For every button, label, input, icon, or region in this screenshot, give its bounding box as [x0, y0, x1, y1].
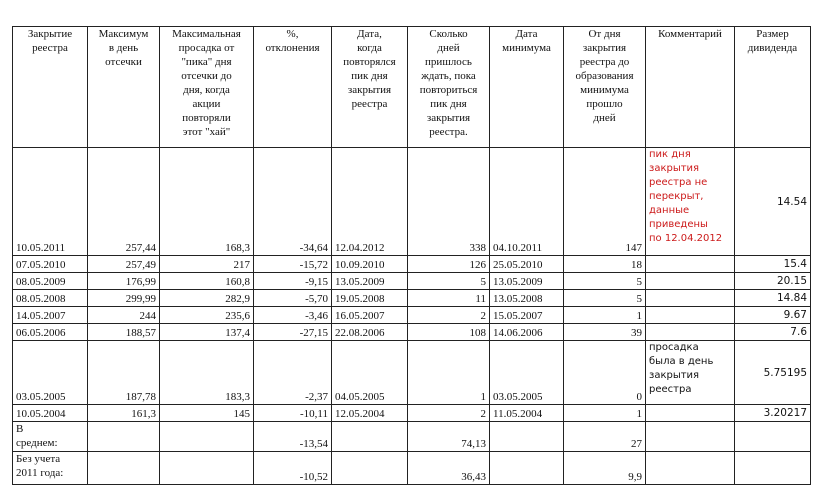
cell-min-date: 13.05.2008 [490, 290, 564, 307]
header-row [13, 27, 811, 148]
summary-days: 27 [564, 422, 646, 452]
cell-drawdown: 217 [160, 256, 254, 273]
cell-close-date: 03.05.2005 [13, 341, 88, 405]
cell-dividend: 9.67 [735, 307, 811, 324]
cell-max: 161,3 [88, 405, 160, 422]
cell-empty [735, 452, 811, 485]
cell-comment: просадка была в день закрытия реестра [646, 341, 735, 405]
cell-repeat-date: 04.05.2005 [332, 341, 408, 405]
cell-close-date: 14.05.2007 [13, 307, 88, 324]
cell-min-date: 25.05.2010 [490, 256, 564, 273]
cell-min-date: 11.05.2004 [490, 405, 564, 422]
cell-repeat-date: 12.04.2012 [332, 148, 408, 256]
cell-min-date: 14.06.2006 [490, 324, 564, 341]
cell-pct: -10,11 [254, 405, 332, 422]
cell-empty [332, 422, 408, 452]
cell-repeat-date: 10.09.2010 [332, 256, 408, 273]
cell-comment [646, 290, 735, 307]
table-row [13, 273, 811, 290]
cell-days: 0 [564, 341, 646, 405]
header-max-drawdown: Максимальная просадка от "пика" дня отсечки до дня, когда акции повторяли этот "хай" [160, 27, 254, 148]
cell-max: 176,99 [88, 273, 160, 290]
cell-wait: 2 [408, 405, 490, 422]
cell-max: 257,49 [88, 256, 160, 273]
cell-wait: 5 [408, 273, 490, 290]
summary-days: 9,9 [564, 452, 646, 485]
cell-repeat-date: 12.05.2004 [332, 405, 408, 422]
cell-days: 147 [564, 148, 646, 256]
cell-wait: 108 [408, 324, 490, 341]
cell-wait: 1 [408, 341, 490, 405]
cell-days: 5 [564, 273, 646, 290]
cell-pct: -34,64 [254, 148, 332, 256]
cell-empty [160, 422, 254, 452]
cell-min-date: 04.10.2011 [490, 148, 564, 256]
cell-min-date: 03.05.2005 [490, 341, 564, 405]
cell-close-date: 10.05.2004 [13, 405, 88, 422]
table-row [13, 290, 811, 307]
cell-max: 187,78 [88, 341, 160, 405]
cell-empty [490, 452, 564, 485]
cell-pct: -3,46 [254, 307, 332, 324]
summary-pct: -13,54 [254, 422, 332, 452]
cell-days: 1 [564, 307, 646, 324]
cell-drawdown: 160,8 [160, 273, 254, 290]
cell-empty [332, 452, 408, 485]
cell-drawdown: 183,3 [160, 341, 254, 405]
cell-comment [646, 324, 735, 341]
cell-close-date: 08.05.2008 [13, 290, 88, 307]
cell-pct: -5,70 [254, 290, 332, 307]
cell-comment [646, 273, 735, 290]
cell-wait: 11 [408, 290, 490, 307]
cell-empty [735, 422, 811, 452]
header-wait-days: Сколько дней пришлось ждать, пока повториться пик дня закрытия реестра. [408, 27, 490, 148]
cell-drawdown: 168,3 [160, 148, 254, 256]
table-row [13, 148, 811, 256]
cell-max: 257,44 [88, 148, 160, 256]
summary-wait: 36,43 [408, 452, 490, 485]
cell-repeat-date: 19.05.2008 [332, 290, 408, 307]
summary-wait: 74,13 [408, 422, 490, 452]
cell-max: 188,57 [88, 324, 160, 341]
table-row [13, 405, 811, 422]
header-min-date: Дата минимума [490, 27, 564, 148]
header-dividend: Размер дивиденда [735, 27, 811, 148]
cell-comment [646, 256, 735, 273]
cell-comment: пик дня закрытия реестра не перекрыт, данные приведены по 12.04.2012 [646, 148, 735, 256]
cell-dividend: 14.54 [735, 148, 811, 256]
cell-max: 299,99 [88, 290, 160, 307]
table-row [13, 307, 811, 324]
cell-empty [490, 422, 564, 452]
cell-close-date: 07.05.2010 [13, 256, 88, 273]
cell-pct: -15,72 [254, 256, 332, 273]
cell-dividend: 5.75195 [735, 341, 811, 405]
cell-min-date: 13.05.2009 [490, 273, 564, 290]
cell-pct: -9,15 [254, 273, 332, 290]
cell-days: 18 [564, 256, 646, 273]
cell-days: 1 [564, 405, 646, 422]
cell-comment [646, 307, 735, 324]
cell-dividend: 20.15 [735, 273, 811, 290]
cell-min-date: 15.05.2007 [490, 307, 564, 324]
cell-comment [646, 405, 735, 422]
summary-label: В среднем: [13, 422, 88, 452]
cell-close-date: 08.05.2009 [13, 273, 88, 290]
cell-wait: 338 [408, 148, 490, 256]
cell-days: 39 [564, 324, 646, 341]
cell-empty [646, 452, 735, 485]
cell-dividend: 7.6 [735, 324, 811, 341]
cell-drawdown: 137,4 [160, 324, 254, 341]
cell-drawdown: 282,9 [160, 290, 254, 307]
cell-drawdown: 235,6 [160, 307, 254, 324]
cell-wait: 2 [408, 307, 490, 324]
table-row [13, 256, 811, 273]
cell-repeat-date: 16.05.2007 [332, 307, 408, 324]
cell-dividend: 15.4 [735, 256, 811, 273]
header-repeat-date: Дата, когда повторялся пик дня закрытия реестра [332, 27, 408, 148]
cell-pct: -27,15 [254, 324, 332, 341]
cell-dividend: 14.84 [735, 290, 811, 307]
header-deviation-pct: %, отклонения [254, 27, 332, 148]
header-comment: Комментарий [646, 27, 735, 148]
cell-days: 5 [564, 290, 646, 307]
cell-close-date: 10.05.2011 [13, 148, 88, 256]
summary-label: Без учета 2011 года: [13, 452, 88, 485]
cell-empty [646, 422, 735, 452]
cell-empty [88, 452, 160, 485]
cell-empty [160, 452, 254, 485]
table-row [13, 324, 811, 341]
summary-pct: -10,52 [254, 452, 332, 485]
cell-pct: -2,37 [254, 341, 332, 405]
header-max-on-cutoff: Максимум в день отсечки [88, 27, 160, 148]
cell-repeat-date: 13.05.2009 [332, 273, 408, 290]
cell-repeat-date: 22.08.2006 [332, 324, 408, 341]
header-days-to-min: От дня закрытия реестра до образования минимума прошло дней [564, 27, 646, 148]
cell-empty [88, 422, 160, 452]
dividend-gap-table [12, 26, 811, 485]
summary-row-excluding-2011 [13, 452, 811, 485]
cell-wait: 126 [408, 256, 490, 273]
cell-max: 244 [88, 307, 160, 324]
cell-dividend: 3.20217 [735, 405, 811, 422]
header-close-date: Закрытие реестра [13, 27, 88, 148]
cell-drawdown: 145 [160, 405, 254, 422]
table-row [13, 341, 811, 405]
cell-close-date: 06.05.2006 [13, 324, 88, 341]
summary-row-average [13, 422, 811, 452]
